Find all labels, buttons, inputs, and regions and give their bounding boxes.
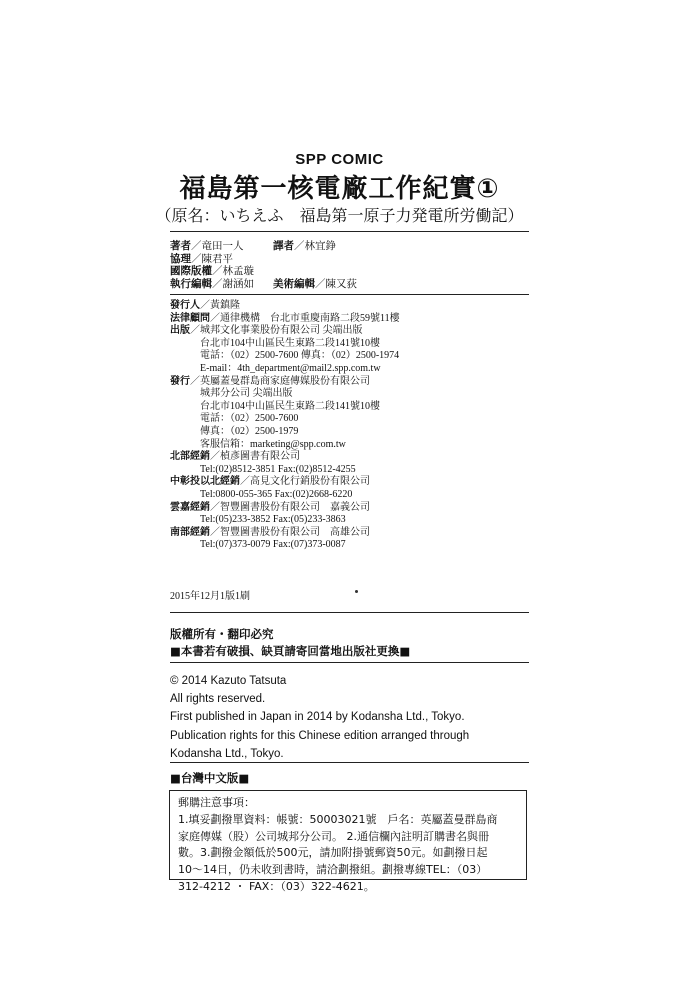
divider xyxy=(170,231,529,232)
distributor-address: 台北市104中山區民生東路二段141號10樓 xyxy=(200,400,380,412)
printing-edition: 2015年12月1版1刷 xyxy=(170,591,250,602)
rights-notice xyxy=(170,626,410,660)
issuer-line: 發行人／黃鎮隆 xyxy=(170,300,240,311)
return-notice: ■本書若有破損、缺頁請寄回當地出版社更換■ xyxy=(170,644,411,658)
central-distributor-tel: Tel:0800-055-365 Fax:(02)2668-6220 xyxy=(200,488,353,500)
rights-line: 國際版權／林孟璇 xyxy=(170,265,254,278)
distributor-branch: 城邦分公司 尖端出版 xyxy=(200,388,293,400)
original-title: （原名：いちえふ 福島第一原子力発電所労働記） xyxy=(155,206,524,225)
series-label: SPP COMIC xyxy=(295,151,384,168)
copyright-line: Publication rights for this Chinese edition arranged through xyxy=(170,729,470,742)
chiayi-distributor: 雲嘉經銷／智豐圖書股份有限公司 嘉義公司 xyxy=(170,501,370,513)
rights-reserved: 版權所有・翻印必究 xyxy=(170,627,274,641)
distributor-service-email: 客服信箱：marketing@spp.com.tw xyxy=(200,438,346,450)
art-editor-line: 美術編輯／陳又荻 xyxy=(273,277,357,290)
distributor-line: 發行／英屬蓋曼群島商家庭傳媒股份有限公司 xyxy=(170,375,370,387)
chiayi-distributor-tel: Tel:(05)233-3852 Fax:(05)233-3863 xyxy=(200,514,346,526)
order-line: 家庭傳媒（股）公司城邦分公司。 2.通信欄內註明訂購書名與冊 xyxy=(178,829,489,843)
divider xyxy=(170,612,529,613)
copyright-line: Kodansha Ltd., Tokyo. xyxy=(170,747,284,760)
copyright-block xyxy=(170,672,469,763)
publisher-address: 台北市104中山區民生東路二段141號10樓 xyxy=(200,337,380,349)
order-line: 數。3.劃撥金額低於500元，請加附掛號郵資50元。如劃撥日起 xyxy=(178,846,488,860)
order-line: 10～14日，仍未收到書時，請洽劃撥組。劃撥專線TEL：（03） xyxy=(178,863,488,877)
book-title: 福島第一核電廠工作紀實① xyxy=(179,174,500,204)
author-line: 著者／竜田一人 xyxy=(170,240,244,252)
assist-line: 協理／陳君平 xyxy=(170,252,233,265)
publisher-line: 出版／城邦文化事業股份有限公司 尖端出版 xyxy=(170,325,363,337)
mail-order-box xyxy=(169,790,527,893)
divider xyxy=(170,294,529,295)
translator-line: 譯者／林宜錚 xyxy=(273,240,336,252)
publisher-email: E-mail：4th_department@mail2.spp.com.tw xyxy=(200,362,381,374)
central-distributor: 中彰投以北經銷／高見文化行銷股份有限公司 xyxy=(170,476,370,488)
south-distributor: 南部經銷／智豐圖書股份有限公司 高雄公司 xyxy=(170,526,370,538)
copyright-line: All rights reserved. xyxy=(170,693,266,706)
editor-line: 執行編輯／謝涵如 xyxy=(170,277,254,290)
publisher-phone: 電話：（02）2500-7600 傳真：（02）2500-1974 xyxy=(200,350,400,362)
copyright-line: First published in Japan in 2014 by Kodansha Ltd., Tokyo. xyxy=(170,711,465,724)
distributor-phone: 電話：（02）2500-7600 xyxy=(200,413,299,425)
credits-left xyxy=(170,240,254,290)
order-line: 312-4212 ・ FAX：（03）322-4621。 xyxy=(178,879,375,893)
divider xyxy=(170,662,529,663)
legal-line: 法律顧問／通律機構 台北市重慶南路二段59號11樓 xyxy=(170,312,400,324)
order-line: 1.填妥劃撥單資料：帳號：50003021號 戶名：英屬蓋曼群島商 xyxy=(178,812,498,826)
copyright-line: © 2014 Kazuto Tatsuta xyxy=(170,675,287,687)
divider xyxy=(170,762,529,763)
south-distributor-tel: Tel:(07)373-0079 Fax:(07)373-0087 xyxy=(200,539,346,551)
distributor-fax: 傳真：（02）2500-1979 xyxy=(200,425,299,437)
publisher-block xyxy=(170,300,400,552)
north-distributor-tel: Tel:(02)8512-3851 Fax:(02)8512-4255 xyxy=(200,463,356,475)
order-heading: 郵購注意事項： xyxy=(178,796,255,809)
edition-label: ■台灣中文版■ xyxy=(170,771,250,785)
print-speck xyxy=(355,590,358,593)
north-distributor: 北部經銷／楨彥圖書有限公司 xyxy=(170,451,300,463)
